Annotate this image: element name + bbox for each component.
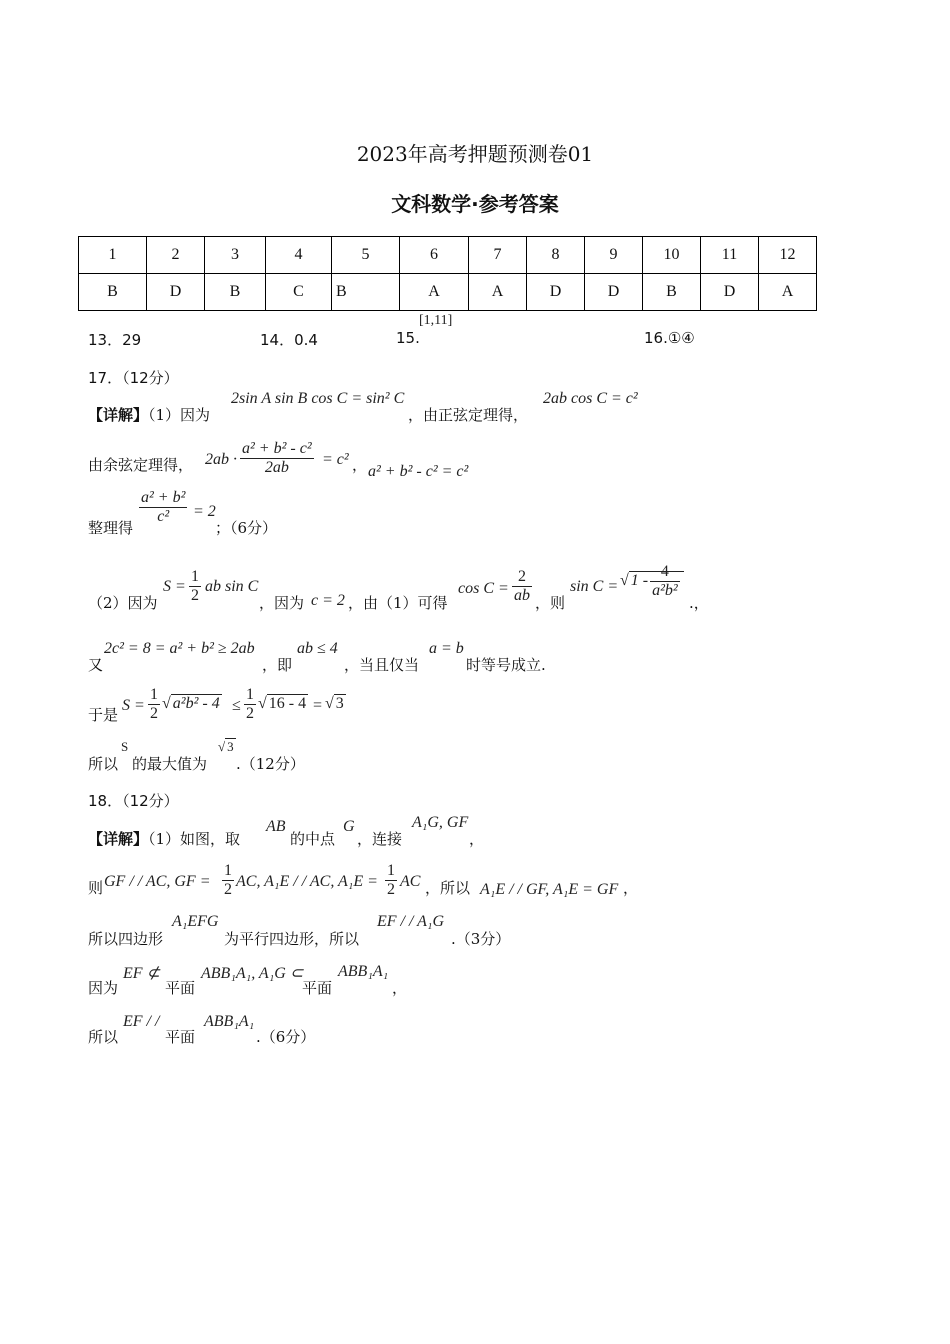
sqrt-sign: √ <box>162 695 171 712</box>
answer-16: 16.①④ <box>644 329 695 347</box>
equation: S = <box>163 578 186 595</box>
text: 的中点 <box>290 830 336 848</box>
text: .（12分） <box>236 755 305 773</box>
equation: S <box>121 739 129 754</box>
table-cell: 1 <box>79 237 147 274</box>
equation: S = <box>122 697 145 714</box>
sqrt-expression <box>325 695 346 713</box>
equation: = c² <box>322 451 349 468</box>
equation: = 2 <box>193 503 216 520</box>
table-cell: A <box>400 274 469 311</box>
equation: AC <box>400 873 421 890</box>
equation: ABB₁A₁, A₁G ⊂ <box>201 965 304 982</box>
table-cell: D <box>527 274 585 311</box>
table-cell: B <box>643 274 701 311</box>
equation: ab sin C <box>205 578 259 595</box>
fraction <box>220 862 236 898</box>
sqrt-sign: √ <box>218 739 226 754</box>
text: ，连接 <box>357 830 403 848</box>
fraction <box>510 568 534 604</box>
page-title: 2023年高考押题预测卷01 <box>356 142 594 166</box>
radicand: 3 <box>335 695 344 712</box>
equation: 2sin A sin B cos C = sin² C <box>231 390 405 407</box>
equation: ABB₁A₁ <box>204 1013 255 1030</box>
numerator: 1 <box>191 568 199 585</box>
fraction <box>139 489 187 525</box>
numerator: 4 <box>650 563 680 582</box>
numerator: 1 <box>224 862 232 879</box>
denominator: 2 <box>191 586 199 604</box>
fraction <box>187 568 203 604</box>
equation: A₁G, GF <box>412 814 469 831</box>
text: ， <box>623 879 639 897</box>
text: .（6分） <box>256 1028 316 1046</box>
sqrt-sign: √ <box>620 571 629 589</box>
sqrt-expression <box>218 739 236 755</box>
text: 平面 <box>302 979 333 997</box>
table-cell: 11 <box>701 237 759 274</box>
table-cell: 3 <box>205 237 266 274</box>
equation: a = b <box>429 640 464 657</box>
q17-line1 <box>88 404 210 425</box>
table-cell: 6 <box>400 237 469 274</box>
equation: 2ab cos C = c² <box>543 390 638 407</box>
table-cell: 8 <box>527 237 585 274</box>
fraction <box>650 563 680 599</box>
text: 时等号成立. <box>466 656 546 674</box>
denominator: 2ab <box>264 458 289 476</box>
fraction <box>512 568 532 604</box>
sqrt-sign: √ <box>325 695 334 712</box>
text: 1 - <box>630 571 649 589</box>
table-cell: 5 <box>332 237 400 274</box>
answer-13: 13．29 <box>88 331 142 349</box>
text: 又 <box>88 656 104 674</box>
denominator: a²b² <box>652 581 678 599</box>
numerator: 2 <box>512 568 532 587</box>
text: 因为 <box>88 979 119 997</box>
table-cell: D <box>701 274 759 311</box>
text: ，因为 <box>259 594 305 612</box>
fraction <box>383 862 399 898</box>
text: 平面 <box>165 1028 196 1046</box>
denominator: 2 <box>224 880 232 898</box>
q18-line1 <box>88 828 240 849</box>
table-cell: 2 <box>147 237 205 274</box>
text: 平面 <box>165 979 196 997</box>
text: 所以 <box>88 1028 119 1046</box>
fraction <box>385 862 397 898</box>
equation: EF ⊄ <box>123 965 160 982</box>
text: ， <box>352 456 368 474</box>
detail-label: 【详解】 <box>88 830 149 848</box>
text: （2）因为 <box>88 594 158 612</box>
denominator: 2 <box>387 880 395 898</box>
equation: AC, A₁E / / AC, A₁E = <box>236 873 378 890</box>
table-cell: 7 <box>469 237 527 274</box>
denominator: ab <box>514 586 530 604</box>
table-cell: D <box>147 274 205 311</box>
denominator: c² <box>157 507 170 525</box>
equation: A₁EFG <box>172 913 219 930</box>
equation: sin C = <box>570 578 619 595</box>
answer-table <box>78 236 817 311</box>
text: ；（6分） <box>215 519 278 537</box>
radicand <box>629 563 684 599</box>
text: ，所以 <box>425 879 471 897</box>
equation: 2c² = 8 = a² + b² ≥ 2ab <box>104 640 255 657</box>
equation: ABB₁A₁ <box>338 963 389 980</box>
radicand: 16 - 4 <box>268 695 307 712</box>
fraction <box>222 862 234 898</box>
detail-label: 【详解】 <box>88 406 149 424</box>
numerator: 1 <box>387 862 395 879</box>
text: ，即 <box>262 656 293 674</box>
equation: ≤ <box>232 697 241 714</box>
equation: c = 2 <box>311 592 345 609</box>
table-cell: A <box>759 274 817 311</box>
equation: = <box>313 697 323 714</box>
text: .， <box>689 594 709 612</box>
table-cell: B <box>205 274 266 311</box>
equation: EF / / A₁G <box>377 913 445 930</box>
answer-table-number-row <box>79 237 817 274</box>
fraction <box>137 489 189 525</box>
answer-table-answer-row <box>79 274 817 311</box>
text: 所以 <box>88 755 119 773</box>
equation: G <box>343 818 355 835</box>
text: 由余弦定理得， <box>88 456 194 474</box>
fraction <box>238 440 316 476</box>
fraction <box>244 686 256 722</box>
text: （1）如图，取 <box>148 830 241 848</box>
table-cell: C <box>266 274 332 311</box>
answer-15-label: 15. <box>396 329 420 347</box>
text: ，则 <box>535 594 566 612</box>
equation: AB <box>266 818 286 835</box>
text: ， <box>469 830 485 848</box>
table-cell: 9 <box>585 237 643 274</box>
sqrt-sign: √ <box>258 695 267 712</box>
table-cell: A <box>469 274 527 311</box>
text: （1）因为 <box>148 406 211 424</box>
fraction <box>189 568 201 604</box>
sqrt-expression <box>162 695 222 713</box>
equation: 2ab · <box>205 451 237 468</box>
text: ，由正弦定理得， <box>408 406 529 424</box>
text: .（3分） <box>451 930 511 948</box>
fraction <box>146 686 162 722</box>
table-cell: 4 <box>266 237 332 274</box>
sqrt-expression <box>258 695 308 713</box>
fraction <box>148 686 160 722</box>
equation: GF / / AC, GF = <box>104 873 211 890</box>
text: ，当且仅当 <box>344 656 420 674</box>
equation: ab ≤ 4 <box>297 640 338 657</box>
text: ， <box>392 979 408 997</box>
q17-heading: 17．（12分） <box>88 369 179 387</box>
numerator: a² + b² <box>141 489 186 506</box>
denominator: 2 <box>150 704 158 722</box>
text: 所以四边形 <box>88 930 164 948</box>
equation: A₁E / / GF, A₁E = GF <box>480 881 619 898</box>
equation: a² + b² - c² = c² <box>368 463 469 480</box>
answer-14: 14．0.4 <box>260 331 318 349</box>
table-cell: B <box>79 274 147 311</box>
text: 为平行四边形，所以 <box>224 930 360 948</box>
table-cell: D <box>585 274 643 311</box>
table-cell: 10 <box>643 237 701 274</box>
radicand: a²b² - 4 <box>172 695 220 712</box>
table-cell: 12 <box>759 237 817 274</box>
denominator: 2 <box>246 704 254 722</box>
text: 整理得 <box>88 519 134 537</box>
text: 则 <box>88 879 104 897</box>
equation: EF / / <box>123 1013 160 1030</box>
fraction <box>242 686 258 722</box>
numerator: a² + b² - c² <box>242 440 312 457</box>
table-cell: B <box>332 274 400 311</box>
radicand: 3 <box>227 739 234 754</box>
text: ，由（1）可得 <box>348 594 448 612</box>
q18-heading: 18．（12分） <box>88 792 179 810</box>
fraction <box>240 440 314 476</box>
answer-15-value: [1,11] <box>419 313 453 328</box>
page-subtitle: 文科数学·参考答案 <box>391 192 559 216</box>
numerator: 1 <box>246 686 254 703</box>
equation: cos C = <box>458 580 509 597</box>
numerator: 1 <box>150 686 158 703</box>
text: 于是 <box>88 706 119 724</box>
sqrt-expression <box>620 563 684 599</box>
text: 的最大值为 <box>132 755 208 773</box>
